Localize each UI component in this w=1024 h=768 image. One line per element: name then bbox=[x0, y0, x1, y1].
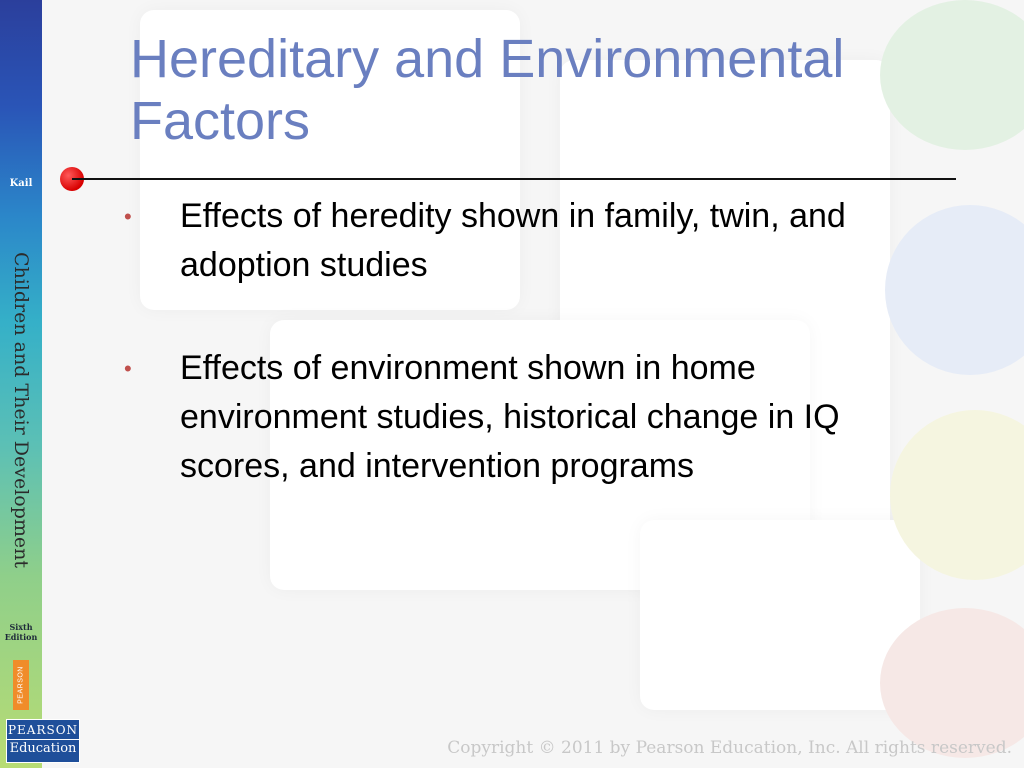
copyright-notice: Copyright © 2011 by Pearson Education, Inc. All rights reserved. bbox=[447, 738, 1012, 758]
logo-top-text: PEARSON bbox=[7, 720, 79, 740]
logo-bottom-text: Education bbox=[9, 741, 77, 756]
title-divider bbox=[72, 178, 956, 180]
spine-book-title: Children and Their Development bbox=[10, 251, 32, 569]
bullet-list bbox=[120, 192, 920, 545]
spine-author: Kail bbox=[9, 178, 33, 189]
slide-title: Hereditary and Environmental Factors bbox=[130, 29, 845, 151]
bullet-text: Effects of environment shown in home environment studies, historical change in IQ scores, and intervention programs bbox=[180, 349, 840, 485]
pearson-education-logo bbox=[6, 719, 80, 763]
spine-publisher-tab bbox=[13, 660, 29, 710]
bullet-icon: • bbox=[124, 356, 132, 381]
background-panel bbox=[640, 520, 920, 710]
spine-edition: Sixth Edition bbox=[4, 622, 38, 642]
bullet-item bbox=[120, 192, 920, 290]
spine-publisher-label: PEARSON bbox=[17, 666, 25, 704]
bullet-item bbox=[120, 344, 920, 491]
bullet-text: Effects of heredity shown in family, twin, and adoption studies bbox=[180, 197, 846, 284]
book-spine bbox=[0, 0, 42, 768]
bullet-icon: • bbox=[124, 204, 132, 229]
